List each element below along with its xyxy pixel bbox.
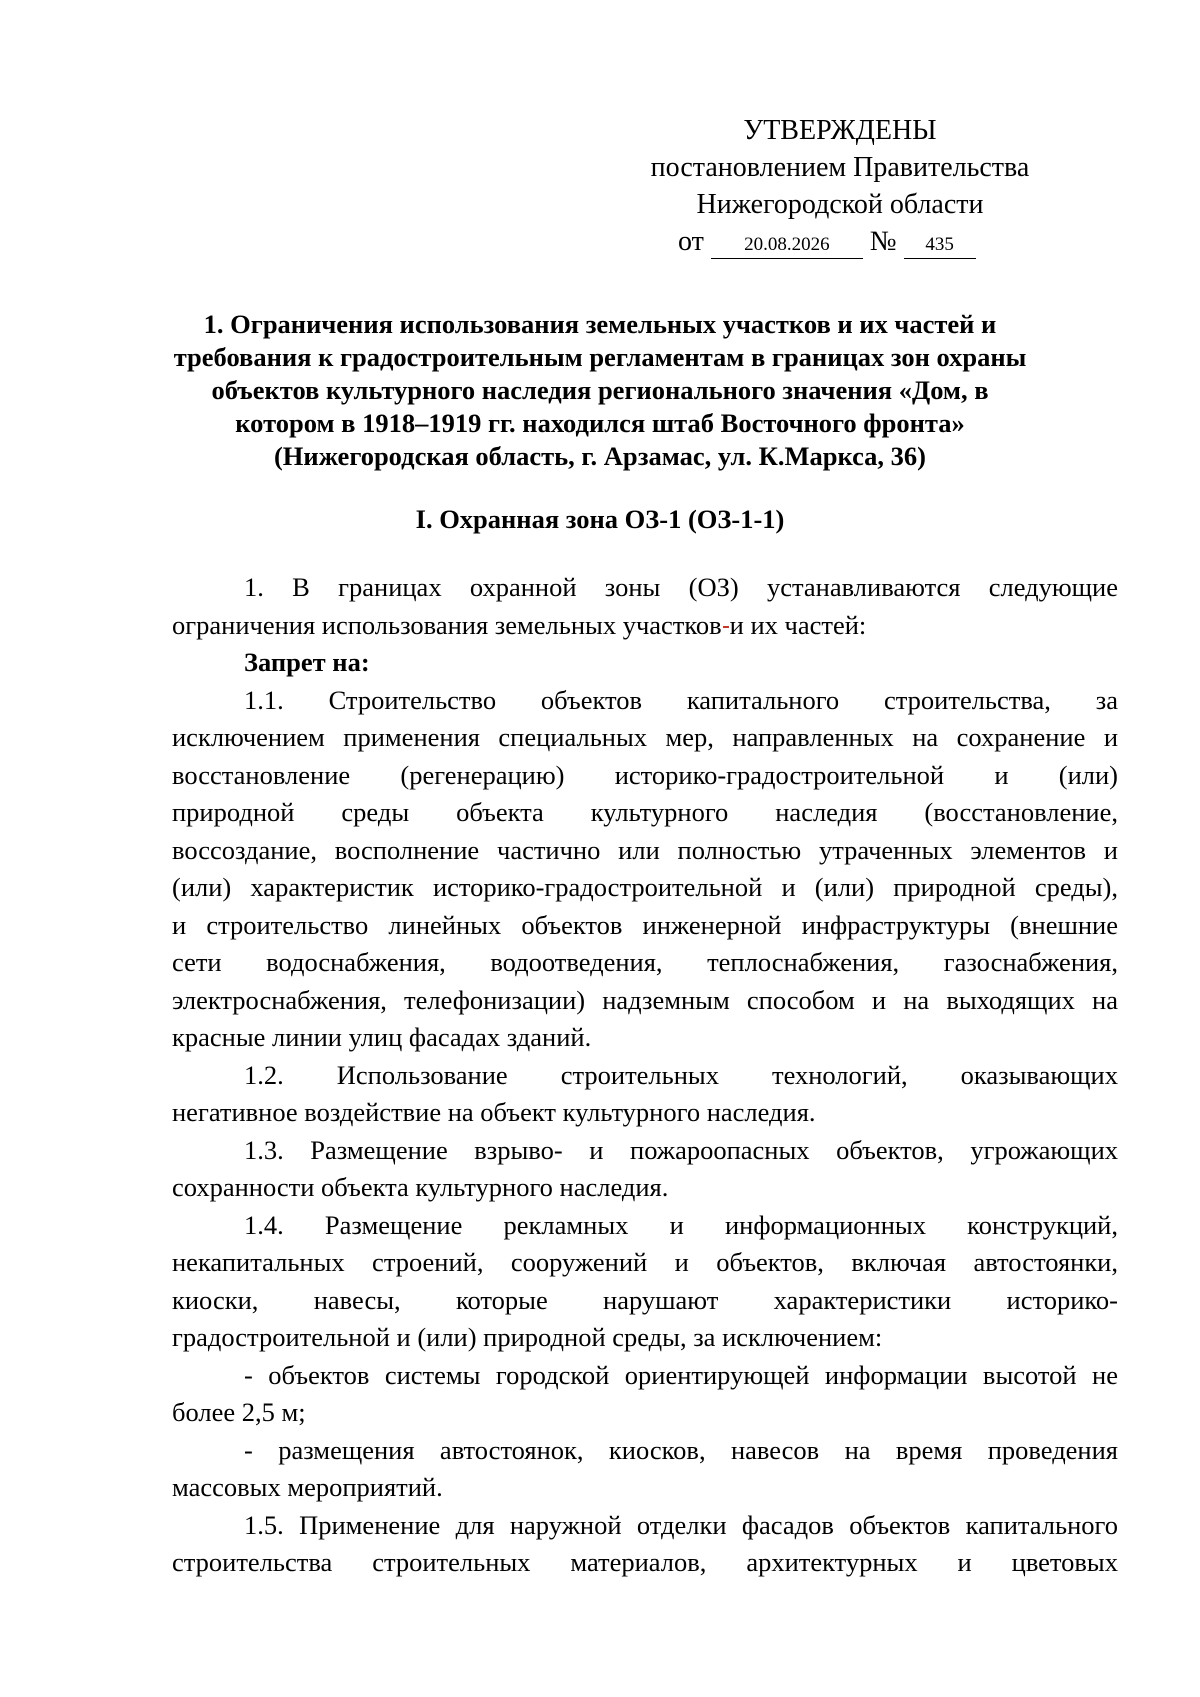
heading-line: объектов культурного наследия регионального значения «Дом, в bbox=[211, 375, 989, 405]
paragraph-text: ограничения использования земельных участков bbox=[172, 609, 722, 640]
heading-line: котором в 1918–1919 гг. находился штаб Восточного фронта» bbox=[235, 408, 965, 438]
document-body bbox=[172, 569, 1118, 1582]
paragraph-line: (или) характеристик историко-градостроительной и (или) природной среды), bbox=[172, 872, 1118, 902]
paragraph-line: 1. В границах охранной зоны (ОЗ) устанавливаются следующие bbox=[244, 572, 1118, 602]
paragraph-line: некапитальных строений, сооружений и объектов, включая автостоянки, bbox=[172, 1247, 1118, 1277]
paragraph-line: 1.4. Размещение рекламных и информационных конструкций, bbox=[244, 1209, 1118, 1240]
approval-number-field: 435 bbox=[904, 232, 976, 259]
date-prefix: от bbox=[678, 226, 704, 257]
document-heading bbox=[160, 308, 1040, 473]
approval-stamp bbox=[630, 112, 1050, 260]
approval-date-line bbox=[630, 223, 1050, 260]
section-heading: I. Охранная зона ОЗ-1 (ОЗ-1-1) bbox=[415, 504, 785, 534]
paragraph-line: сохранности объекта культурного наследия. bbox=[172, 1172, 669, 1202]
paragraph-line: исключением применения специальных мер, направленных на сохранение и bbox=[172, 722, 1118, 752]
prohibition-label: Запрет на: bbox=[244, 647, 370, 677]
number-sign: № bbox=[869, 226, 897, 257]
paragraph-line: негативное воздействие на объект культурного наследия. bbox=[172, 1097, 816, 1127]
paragraph-line: 1.2. Использование строительных технологий, оказывающих bbox=[244, 1059, 1118, 1090]
paragraph-line: красные линии улиц фасадах зданий. bbox=[172, 1022, 592, 1052]
paragraph-line: 1.1. Строительство объектов капитального строительства, за bbox=[244, 684, 1118, 715]
list-item-line: - размещения автостоянок, киосков, навесов на время проведения bbox=[244, 1434, 1118, 1465]
approval-issuer: постановлением Правительства bbox=[650, 152, 1030, 183]
list-item-line: массовых мероприятий. bbox=[172, 1472, 443, 1502]
heading-line: требования к градостроительным регламентам в границах зон охраны bbox=[173, 342, 1027, 372]
heading-line: (Нижегородская область, г. Арзамас, ул. К.Маркса, 36) bbox=[273, 441, 927, 471]
paragraph-line: электроснабжения, телефонизации) надземным способом и на выходящих на bbox=[172, 984, 1118, 1015]
list-item-line: - объектов системы городской ориентирующей информации высотой не bbox=[244, 1359, 1118, 1390]
heading-line: 1. Ограничения использования земельных участков и их частей и bbox=[203, 309, 997, 339]
paragraph-line: природной среды объекта культурного наследия (восстановление, bbox=[172, 797, 1118, 827]
paragraph-line: строительства строительных материалов, архитектурных и цветовых bbox=[172, 1547, 1118, 1577]
paragraph-line: градостроительной и (или) природной среды, за исключением: bbox=[172, 1322, 883, 1352]
paragraph-line bbox=[172, 607, 1118, 645]
paragraph-line: восстановление (регенерацию) историко-градостроительной и (или) bbox=[172, 759, 1118, 790]
approval-date-field: 20.08.2026 bbox=[711, 232, 863, 259]
paragraph-line: сети водоснабжения, водоотведения, теплоснабжения, газоснабжения, bbox=[172, 947, 1118, 977]
paragraph-line: 1.5. Применение для наружной отделки фасадов объектов капитального bbox=[244, 1509, 1118, 1540]
paragraph-line: воссоздание, восполнение частично или полностью утраченных элементов и bbox=[172, 834, 1118, 865]
paragraph-line: 1.3. Размещение взрыво- и пожароопасных объектов, угрожающих bbox=[244, 1134, 1118, 1165]
paragraph-line: киоски, навесы, которые нарушают характеристики историко- bbox=[172, 1284, 1118, 1315]
paragraph-text: и их частей: bbox=[729, 609, 867, 640]
track-change-mark bbox=[723, 626, 729, 628]
approval-region: Нижегородской области bbox=[696, 189, 984, 220]
approval-title: УТВЕРЖДЕНЫ bbox=[743, 115, 937, 146]
list-item-line: более 2,5 м; bbox=[172, 1397, 306, 1427]
paragraph-line: и строительство линейных объектов инженерной инфраструктуры (внешние bbox=[172, 909, 1118, 940]
